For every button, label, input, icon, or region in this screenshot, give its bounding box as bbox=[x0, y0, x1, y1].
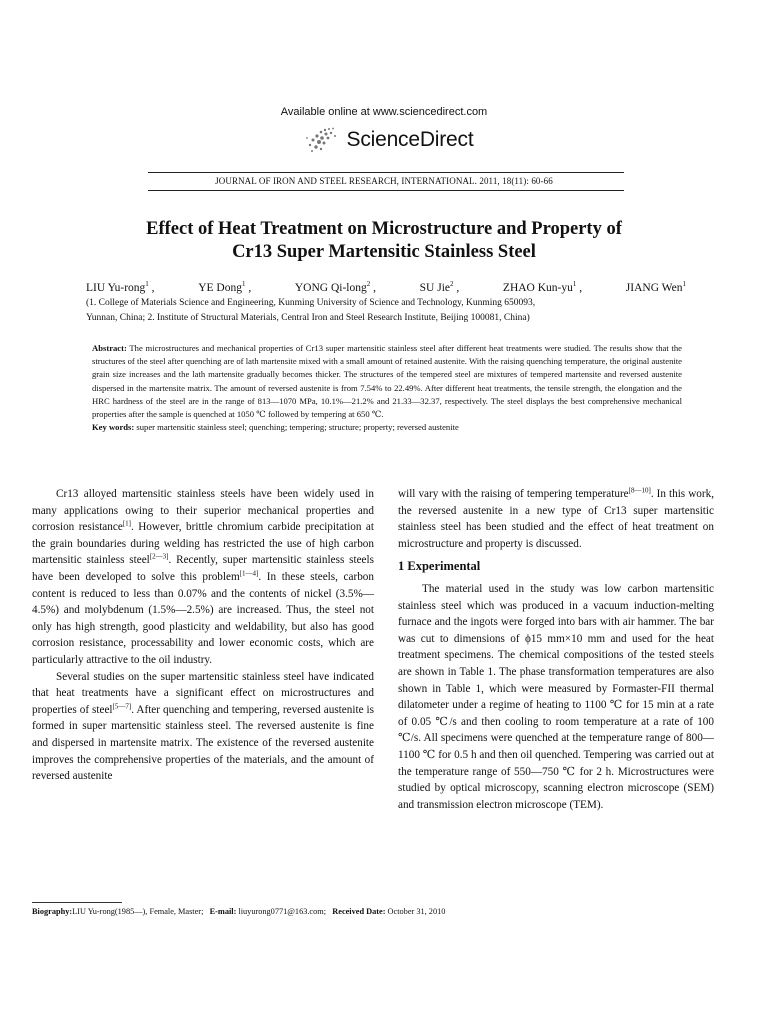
citation-ref: [8—10] bbox=[628, 486, 651, 495]
author-list bbox=[86, 280, 686, 294]
section-heading: 1 Experimental bbox=[398, 559, 481, 574]
journal-citation: JOURNAL OF IRON AND STEEL RESEARCH, INTERNATIONAL. 2011, 18(11): 60-66 bbox=[215, 176, 553, 186]
sciencedirect-wordmark: ScienceDirect bbox=[346, 128, 474, 151]
citation-ref: [5—7] bbox=[112, 701, 132, 710]
affiliation-line: (1. College of Materials Science and Engineering, Kunming University of Science and Technology, Kunming 650093, bbox=[86, 298, 536, 308]
sciencedirect-logo-icon bbox=[295, 126, 343, 154]
author: SU Jie$^2$ , bbox=[419, 280, 460, 294]
author: YE Dong$^1$ , bbox=[198, 280, 252, 294]
citation-ref: [1] bbox=[122, 519, 131, 528]
journal-rule-top bbox=[148, 172, 624, 173]
paragraph: The material used in the study was low carbon martensitic stainless steel which was produced in a vacuum induction-melting furnace and the ingots were forged into bars with air hammer. The bar was cut to dimensions of ϕ15 mm×10 mm and used for the heat treatment specimens. The chemical compositions of the tested steels are shown in Table 1. The phase transformation temperatures are also shown in Table 1, which were measured by Formaster-FII thermal dilatometer under a regime of heating to 1100 ℃ for 15 min at a rate of 0.05 ℃/s and then cooling to room temperature at a rate of 100 ℃/s. All specimens were quenched at the temperature range of 800—1100 ℃ for 0.5 h and then oil quenched. Tempering was carried out at the temperature range of 550—750 ℃ for 2 h. Microstructures were studied by optical microscopy, scanning electron microscope (SEM) and transmission electron microscope (TEM). bbox=[398, 582, 714, 811]
citation-ref: [2—3] bbox=[149, 552, 169, 561]
citation-ref: [1—4] bbox=[239, 569, 259, 578]
keywords-label: Key words: bbox=[92, 422, 135, 433]
sciencedirect-brand bbox=[0, 124, 768, 156]
affiliation-line: Yunnan, China; 2. Institute of Structural Materials, Central Iron and Steel Research Institute, Beijing 100081, China) bbox=[86, 313, 530, 323]
abstract-block bbox=[92, 342, 682, 434]
author: LIU Yu-rong$^1$ , bbox=[86, 280, 155, 294]
abstract-label: Abstract: bbox=[92, 343, 127, 353]
available-online-text: Available online at www.sciencedirect.com bbox=[280, 106, 488, 118]
footnote-rule bbox=[32, 902, 122, 903]
paragraph: Cr13 alloyed martensitic stainless steels have been widely used in many applications owing to their superior mechanical properties and corrosion resistance[1]. However, brittle chromium carbide precipitation at the grain boundaries during welding has restricted the use of high carbon martensitic stainless steel[2—3]. Recently, super martensitic stainless steels have been developed to solve this problem[1—4]. In these steels, carbon content is reduced to less than 0.07% and the contents of nickel (3.5%—4.5%) and molybdenum (1.5%—2.5%) are increased. Thus, the steel not only has high strength, good plasticity and weldability, but also has good corrosion resistance, processability and lower economic costs, which are particularly attractive to the oil industry. bbox=[32, 488, 375, 666]
abstract-text: The microstructures and mechanical properties of Cr13 super martensitic stainless steel after different heat treatments were studied. The results show that the structures of the steel after quenching are of lath martensite mixed with a small amount of retained austenite. With the raising quenching temperature, the original austenite grain size increases and the lath martensite gradually becomes thicker. The structures of the tempered steel are mixtures of tempered martensite and reversed austenite dispersed in the martensite matrix. The amount of reversed austenite is from 7.54% to 22.49%. After different heat treatments, the tensile strength, the elongation and the HRC hardness of the steel are in the range of 813—1070 MPa, 10.1%—21.2% and 21.33—32.37, respectively. The steel displays the best comprehensive mechanical properties after the sample is quenched at 1050 ℃ followed by tempering at 650 ℃. bbox=[92, 343, 682, 420]
article-title bbox=[60, 218, 708, 264]
title-line-1: Effect of Heat Treatment on Microstructure and Property of bbox=[146, 219, 622, 239]
body-column-left bbox=[32, 486, 374, 785]
paragraph: will vary with the raising of tempering temperature[8—10]. In this work, the reversed austenite in a new type of Cr13 super martensitic stainless steel has been studied and the effect of heat treatment on microstructure and property is discussed. bbox=[398, 486, 714, 550]
author: JIANG Wen$^1$ bbox=[625, 280, 686, 294]
abstract bbox=[92, 342, 682, 421]
title-line-2: Cr13 Super Martensitic Stainless Steel bbox=[232, 242, 536, 262]
author: YONG Qi-long$^2$ , bbox=[294, 280, 376, 294]
paragraph: Several studies on the super martensitic stainless steel have indicated that heat treatments have a significant effect on microstructures and properties of steel[5—7]. After quenching and tempering, reversed austenite is formed in super martensitic stainless steel. The reversed austenite is fine and dispersed in martensite matrix. The existence of the reversed austenite improves the comprehensive properties of the materials, and the amount of reversed austenite bbox=[32, 670, 374, 783]
author: ZHAO Kun-$yu^1$ , bbox=[502, 280, 583, 294]
keywords bbox=[92, 421, 682, 434]
keywords-text: super martensitic stainless steel; quenching; tempering; structure; property; reversed austenite bbox=[134, 422, 459, 433]
affiliations bbox=[86, 296, 690, 326]
body-column-right bbox=[398, 486, 714, 813]
journal-rule-bottom bbox=[148, 190, 624, 191]
footnote: Biography:LIU Yu-rong(1985—), Female, Master; E-mail: liuyurong0771@163.com; Received Date: October 31, 2010 bbox=[32, 907, 446, 916]
